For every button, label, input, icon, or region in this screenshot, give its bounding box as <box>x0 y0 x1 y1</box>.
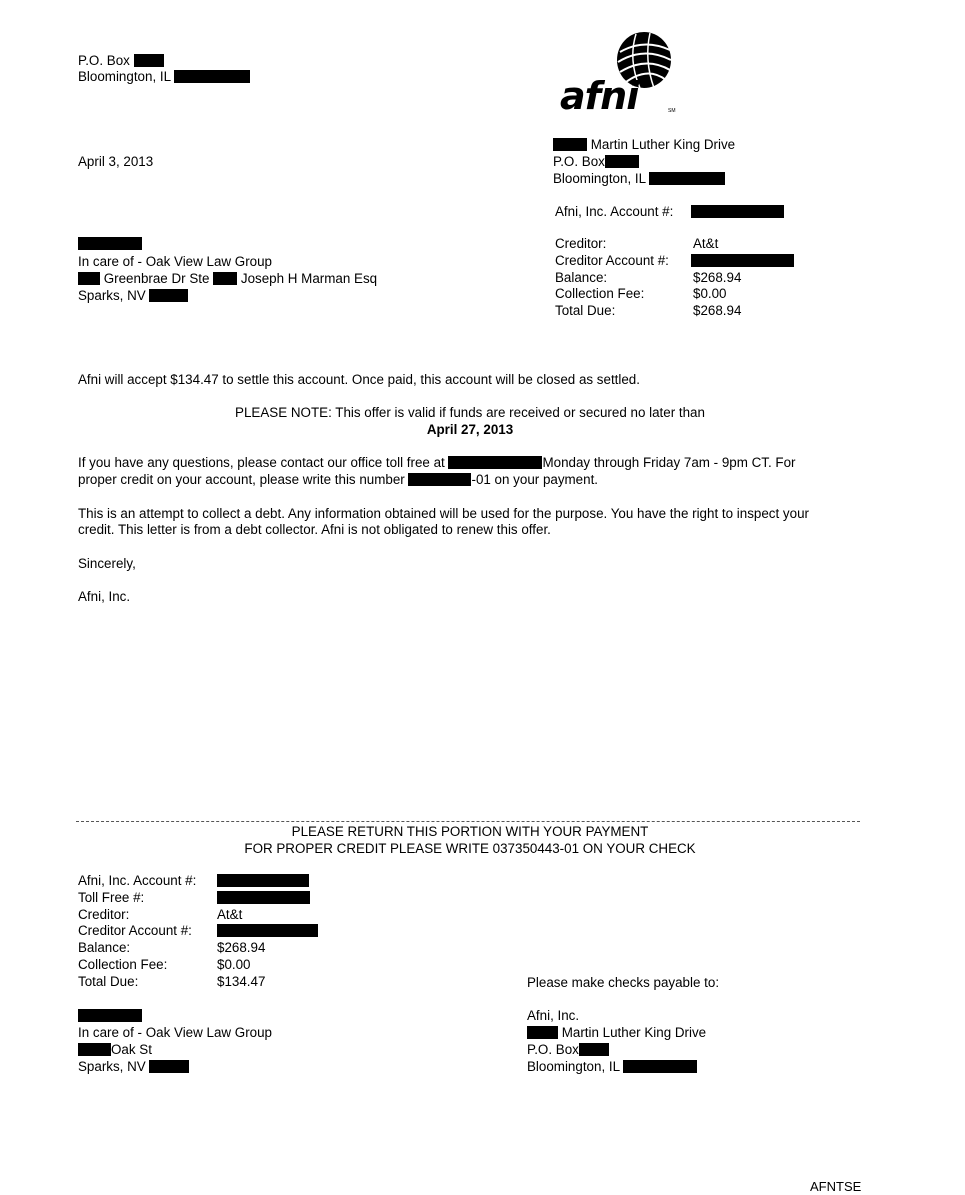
summary-creditor-account-row: Creditor Account #: <box>555 253 794 270</box>
redaction <box>691 254 794 267</box>
redaction <box>553 138 587 151</box>
contact-line: If you have any questions, please contact our office toll free at Monday through Friday 7am - 9pm CT. For <box>78 455 796 470</box>
redaction <box>605 155 639 168</box>
summary-balance-row: Balance: $268.94 <box>555 269 742 285</box>
recipient-street: Greenbrae Dr Ste Joseph H Marman Esq <box>78 270 377 287</box>
service-mark: SM <box>668 108 676 114</box>
redaction <box>149 1060 189 1073</box>
tear-line <box>76 821 860 822</box>
coupon-total-row: Total Due: $134.47 <box>78 973 266 989</box>
signature: Afni, Inc. <box>78 589 131 604</box>
coupon-from-street: Oak St <box>78 1041 152 1058</box>
coupon-details <box>78 873 318 991</box>
afni-wordmark: afni <box>560 74 639 118</box>
letter-date: April 3, 2013 <box>78 154 154 169</box>
redaction <box>213 272 237 285</box>
payee-city: Bloomington, IL <box>527 1058 697 1075</box>
coupon-from-city: Sparks, NV <box>78 1058 189 1075</box>
redaction <box>448 456 542 469</box>
company-po-box: P.O. Box <box>553 153 639 170</box>
sender-po-box: P.O. Box <box>78 52 164 69</box>
redaction <box>623 1060 697 1073</box>
summary-creditor-row: Creditor: At&t <box>555 236 719 251</box>
sender-city: Bloomington, IL <box>78 68 250 85</box>
disclosure-line-2: credit. This letter is from a debt collector. Afni is not obligated to renew this offer. <box>78 522 551 537</box>
summary-fee-row: Collection Fee: $0.00 <box>555 286 727 302</box>
recipient-care-of: In care of - Oak View Law Group <box>78 254 273 269</box>
disclosure-line-1: This is an attempt to collect a debt. Any information obtained will be used for the purpose. You have the right to inspect your <box>78 506 809 521</box>
coupon-from-care-of: In care of - Oak View Law Group <box>78 1025 273 1040</box>
redaction <box>527 1026 558 1039</box>
footer-code: AFNTSE <box>810 1179 862 1194</box>
redaction <box>217 874 309 887</box>
offer-deadline: April 27, 2013 <box>426 422 514 437</box>
redaction <box>579 1043 609 1056</box>
redaction <box>78 272 100 285</box>
redaction <box>649 172 725 185</box>
redaction <box>217 891 310 904</box>
coupon-fee-row: Collection Fee: $0.00 <box>78 956 251 972</box>
redaction <box>691 205 784 218</box>
settlement-offer: Afni will accept $134.47 to settle this account. Once paid, this account will be closed as settled. <box>78 372 640 387</box>
redaction <box>78 1043 111 1056</box>
account-summary <box>555 236 794 320</box>
coupon-creditor-account-row: Creditor Account #: <box>78 923 318 940</box>
offer-note: PLEASE NOTE: This offer is valid if funds are received or secured no later than <box>235 405 705 420</box>
credit-line: proper credit on your account, please write this number -01 on your payment. <box>78 472 599 487</box>
redaction <box>149 289 188 302</box>
payee-name: Afni, Inc. <box>527 1008 580 1023</box>
redaction <box>134 54 164 67</box>
coupon-account-row: Afni, Inc. Account #: <box>78 873 318 890</box>
afni-account-label: Afni, Inc. Account #: <box>555 204 674 219</box>
coupon-toll-free-row: Toll Free #: <box>78 890 318 907</box>
redaction <box>217 924 318 937</box>
closing: Sincerely, <box>78 556 136 571</box>
company-city: Bloomington, IL <box>553 170 725 187</box>
company-street: Martin Luther King Drive <box>553 136 735 153</box>
payee-po-box: P.O. Box <box>527 1041 609 1058</box>
payable-label: Please make checks payable to: <box>527 975 720 990</box>
recipient-city: Sparks, NV <box>78 287 188 304</box>
payee-street: Martin Luther King Drive <box>527 1024 706 1041</box>
redaction <box>78 1009 142 1022</box>
redaction <box>174 70 250 83</box>
coupon-creditor-row: Creditor: At&t <box>78 906 243 922</box>
redaction <box>408 473 471 486</box>
coupon-header-1: PLEASE RETURN THIS PORTION WITH YOUR PAYMENT <box>291 824 649 839</box>
coupon-header-2: FOR PROPER CREDIT PLEASE WRITE 037350443-01 ON YOUR CHECK <box>244 841 696 856</box>
coupon-balance-row: Balance: $268.94 <box>78 940 266 956</box>
summary-total-row: Total Due: $268.94 <box>555 303 742 319</box>
redaction <box>78 237 142 250</box>
